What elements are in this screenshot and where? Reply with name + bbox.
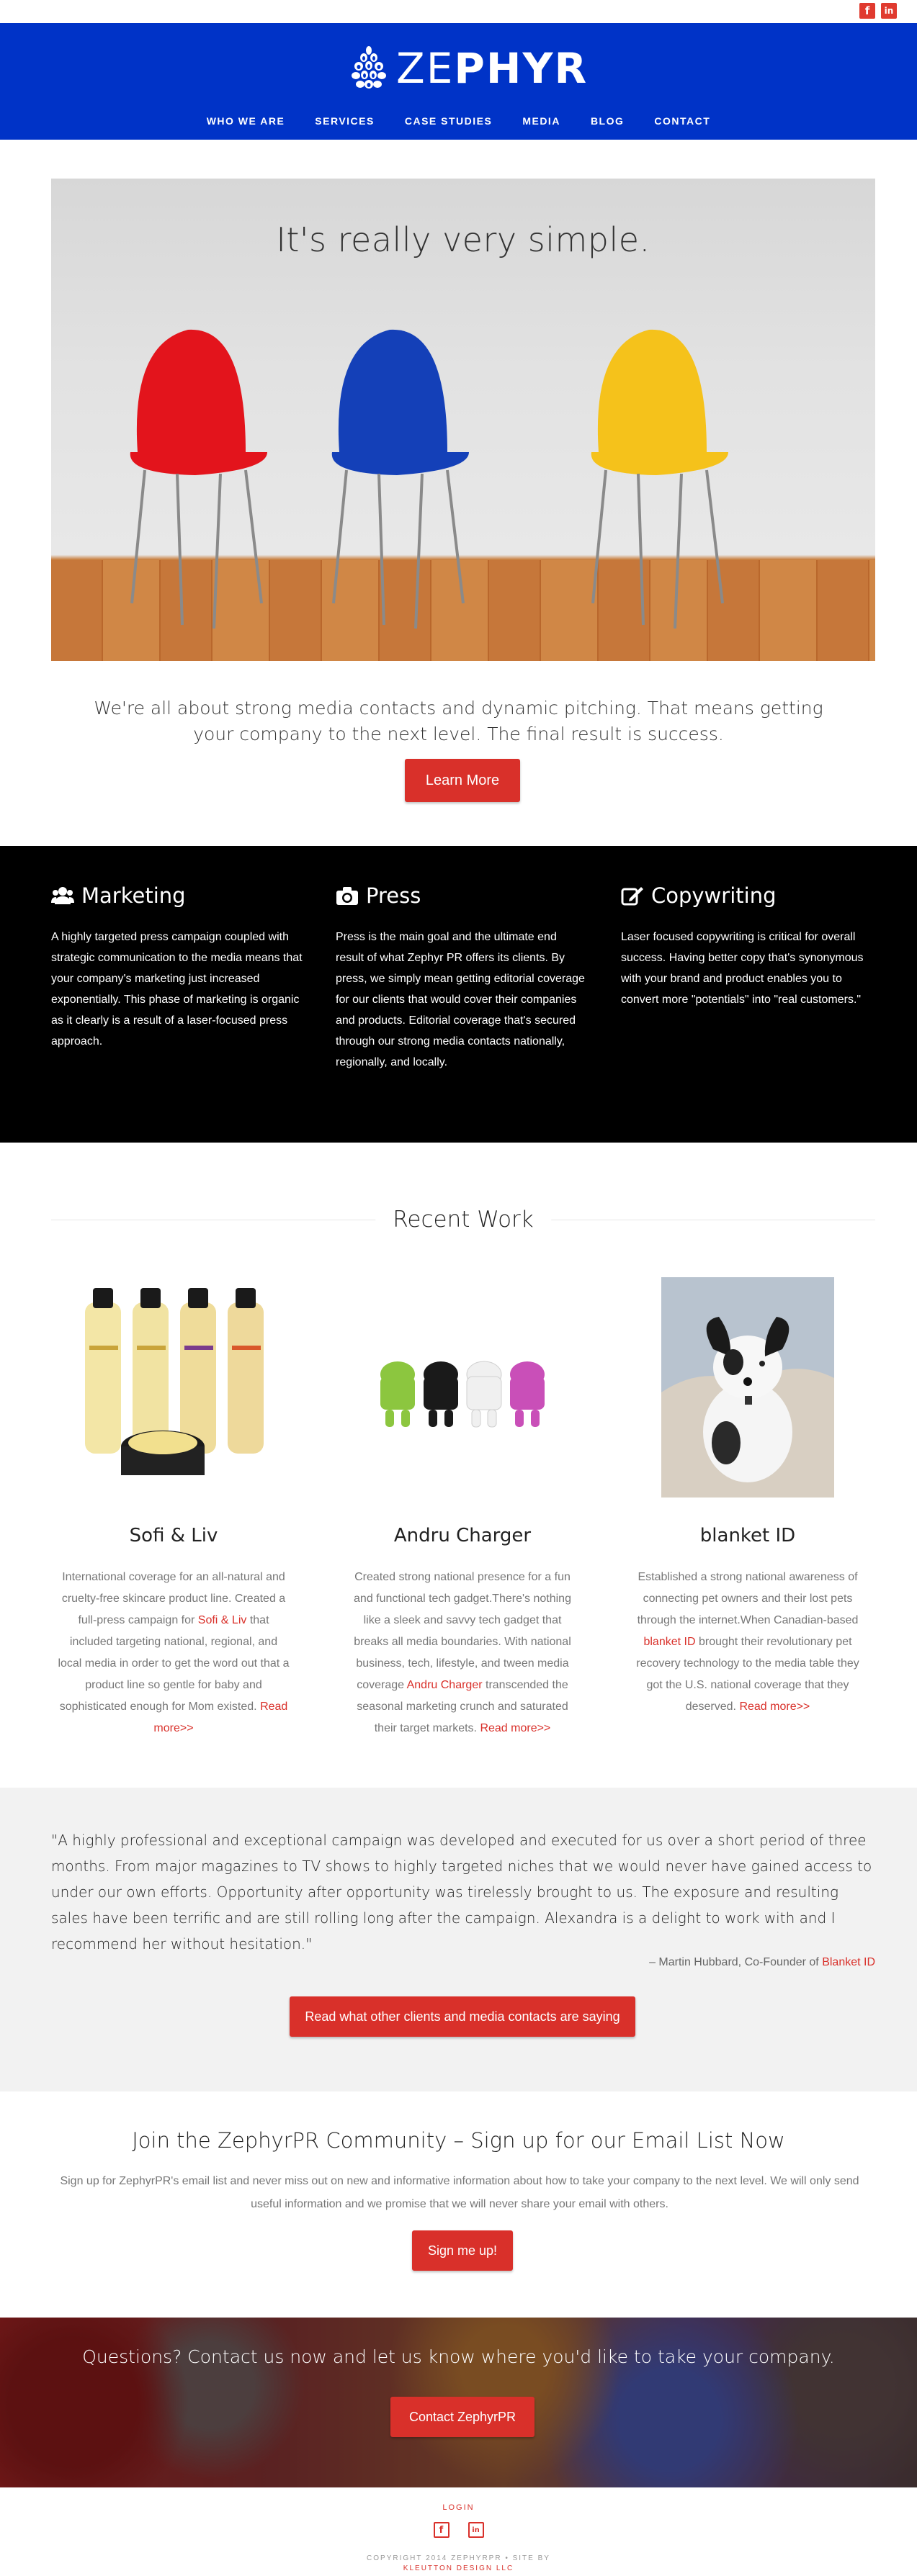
intro-text: We're all about strong media contacts and dynamic pitching. That means getting your company to the next level. The final result is success. (94, 698, 823, 744)
yellow-chair (591, 330, 728, 629)
service-title-text: Marketing (81, 883, 186, 908)
work-text-pre: Established a strong national awareness of connecting pet owners and their lost pets through the internet.When Canadian-based (637, 1571, 859, 1626)
service-copywriting (621, 883, 873, 1010)
users-icon (51, 886, 74, 906)
service-title-text: Press (366, 883, 421, 908)
work-description (346, 1567, 578, 1739)
work-client-link[interactable]: Sofi & Liv (197, 1614, 247, 1626)
nav-blog[interactable]: BLOG (590, 115, 625, 127)
service-description: Press is the main goal and the ultimate end result of what Zephyr PR offers its clients. By press, we simply mean getting editorial coverage for our clients that would cover their companies and products. Editorial coverage that's secured through our strong media contacts nationally, regionally, and locally. (336, 931, 585, 1068)
linkedin-icon[interactable]: in (468, 2522, 484, 2538)
logo-text-light: ZE (396, 44, 455, 93)
testimonial-author: – Martin Hubbard, Co-Founder of (649, 1956, 823, 1968)
andru-charger-product-image[interactable] (358, 1277, 567, 1498)
work-description (632, 1567, 864, 1718)
nav-who-we-are[interactable]: WHO WE ARE (206, 115, 285, 127)
work-client-link[interactable]: Andru Charger (406, 1679, 483, 1691)
facebook-icon[interactable]: f (859, 3, 875, 19)
dog-photo-illustration (661, 1277, 834, 1498)
service-description: Laser focused copywriting is critical for overall success. Having better copy that's synonymous with your brand and product enables you to convert more "potentials" into "real customers." (621, 931, 864, 1006)
service-title-press (336, 883, 588, 908)
work-item-andru-charger (346, 1277, 578, 1739)
read-more-link[interactable]: Read more>> (480, 1722, 551, 1734)
work-title: Andru Charger (393, 1525, 532, 1546)
nav-media[interactable]: MEDIA (522, 115, 560, 127)
testimonial-attribution (649, 1956, 875, 1969)
site-header (0, 23, 917, 140)
work-title: blanket ID (699, 1525, 796, 1546)
work-text-post: transcended the seasonal marketing crunch and saturated their target markets. (357, 1679, 568, 1734)
android-chargers-illustration (358, 1277, 567, 1498)
red-chair (130, 330, 267, 629)
testimonial-quote: "A highly professional and exceptional campaign was developed and executed for us over a short period of three months. From major magazines to TV shows to highly targeted niches that we would never have gained access to under our own efforts. Opportunity after opportunity was tirelessly brought to us. The exposure and resulting sales have been terrific and are still rolling long after the campaign. Alexandra is a delight to work with and I recommend her without hesitation." (51, 1832, 872, 1953)
contact-button[interactable]: Contact ZephyrPR (390, 2397, 534, 2437)
services-section (0, 846, 917, 1143)
nav-contact[interactable]: CONTACT (654, 115, 711, 127)
contact-banner (0, 2318, 917, 2487)
nav-services[interactable]: SERVICES (315, 115, 375, 127)
copyright (0, 2554, 917, 2574)
designer-credit-link[interactable]: KLEUTTON DESIGN LLC (403, 2564, 514, 2572)
copyright-text: COPYRIGHT 2014 ZEPHYRPR • SITE BY (367, 2554, 550, 2562)
service-marketing (51, 883, 303, 1052)
testimonial-section (0, 1788, 917, 2091)
edit-icon (621, 886, 644, 906)
service-title-copywriting (621, 883, 873, 908)
service-press (336, 883, 588, 1073)
work-text-post: that included targeting national, regional, and local media in order to get the word out that a product line so gentle for baby and sophisticated enough for Mom existed. (58, 1614, 290, 1713)
work-item-sofi-liv (58, 1277, 290, 1739)
work-text-post: brought their revolutionary pet recovery technology to the media table they got the U.S. national coverage that they deserved. (636, 1636, 859, 1713)
read-testimonials-button[interactable]: Read what other clients and media contacts are saying (290, 1996, 635, 2037)
community-text: Sign up for ZephyrPR's email list and never miss out on new and informative information about how to take your company to the next level. We will only send useful information and we promise that we will never share your email with others. (60, 2175, 859, 2210)
top-social-bar (0, 0, 917, 23)
hero-title: It's really very simple. (276, 220, 650, 259)
work-title: Sofi & Liv (129, 1525, 218, 1546)
logo[interactable] (349, 45, 588, 92)
community-title: Join the ZephyrPR Community – Sign up for our Email List Now (132, 2128, 785, 2153)
recent-work-heading (51, 1201, 875, 1238)
testimonial-company-link[interactable]: Blanket ID (822, 1956, 875, 1968)
learn-more-button[interactable]: Learn More (405, 759, 520, 802)
contact-text: Questions? Contact us now and let us know where you'd like to take your company. (82, 2346, 835, 2367)
blue-chair (332, 330, 469, 629)
work-text-pre: Created strong national presence for a fun and functional tech gadget.There's nothing like a sleek and savvy tech gadget that breaks all media boundaries. With national business, tech, lifestyle, and tween media coverage (354, 1571, 571, 1691)
work-item-blanket-id (632, 1277, 864, 1718)
recent-work-title: Recent Work (375, 1207, 551, 1233)
read-more-link[interactable]: Read more>> (739, 1701, 810, 1713)
work-description (58, 1567, 290, 1739)
work-text-pre: International coverage for an all-natural and cruelty-free skincare product line. Created a full-press campaign for (61, 1571, 286, 1626)
top-social-links (859, 3, 897, 19)
service-description: A highly targeted press campaign coupled with strategic communication to the media means that your company's marketing just increased exponentially. This phase of marketing is organic as it clearly is a result of a laser-focused press approach. (51, 931, 303, 1048)
login-link[interactable]: LOGIN (442, 2503, 475, 2512)
main-nav (0, 115, 917, 127)
logo-wordmark (396, 44, 589, 93)
linkedin-icon[interactable]: in (881, 3, 897, 19)
nav-case-studies[interactable]: CASE STUDIES (404, 115, 493, 127)
footer-social-links (434, 2522, 484, 2538)
hero-chairs-illustration (51, 179, 875, 661)
pinecone-logo-icon (349, 45, 389, 92)
read-more-link[interactable]: Read more>> (153, 1701, 288, 1734)
sofi-liv-product-image[interactable] (69, 1277, 278, 1498)
service-title-text: Copywriting (651, 883, 777, 908)
blanket-id-dog-image[interactable] (661, 1277, 834, 1498)
site-footer (0, 2487, 917, 2576)
hero-image (51, 179, 875, 661)
service-title-marketing (51, 883, 303, 908)
facebook-icon[interactable]: f (434, 2522, 449, 2538)
bottles-illustration (69, 1277, 278, 1498)
work-client-link[interactable]: blanket ID (643, 1636, 696, 1648)
logo-text-bold: PHYR (454, 44, 589, 93)
sign-up-button[interactable]: Sign me up! (412, 2230, 513, 2271)
camera-icon (336, 886, 359, 906)
